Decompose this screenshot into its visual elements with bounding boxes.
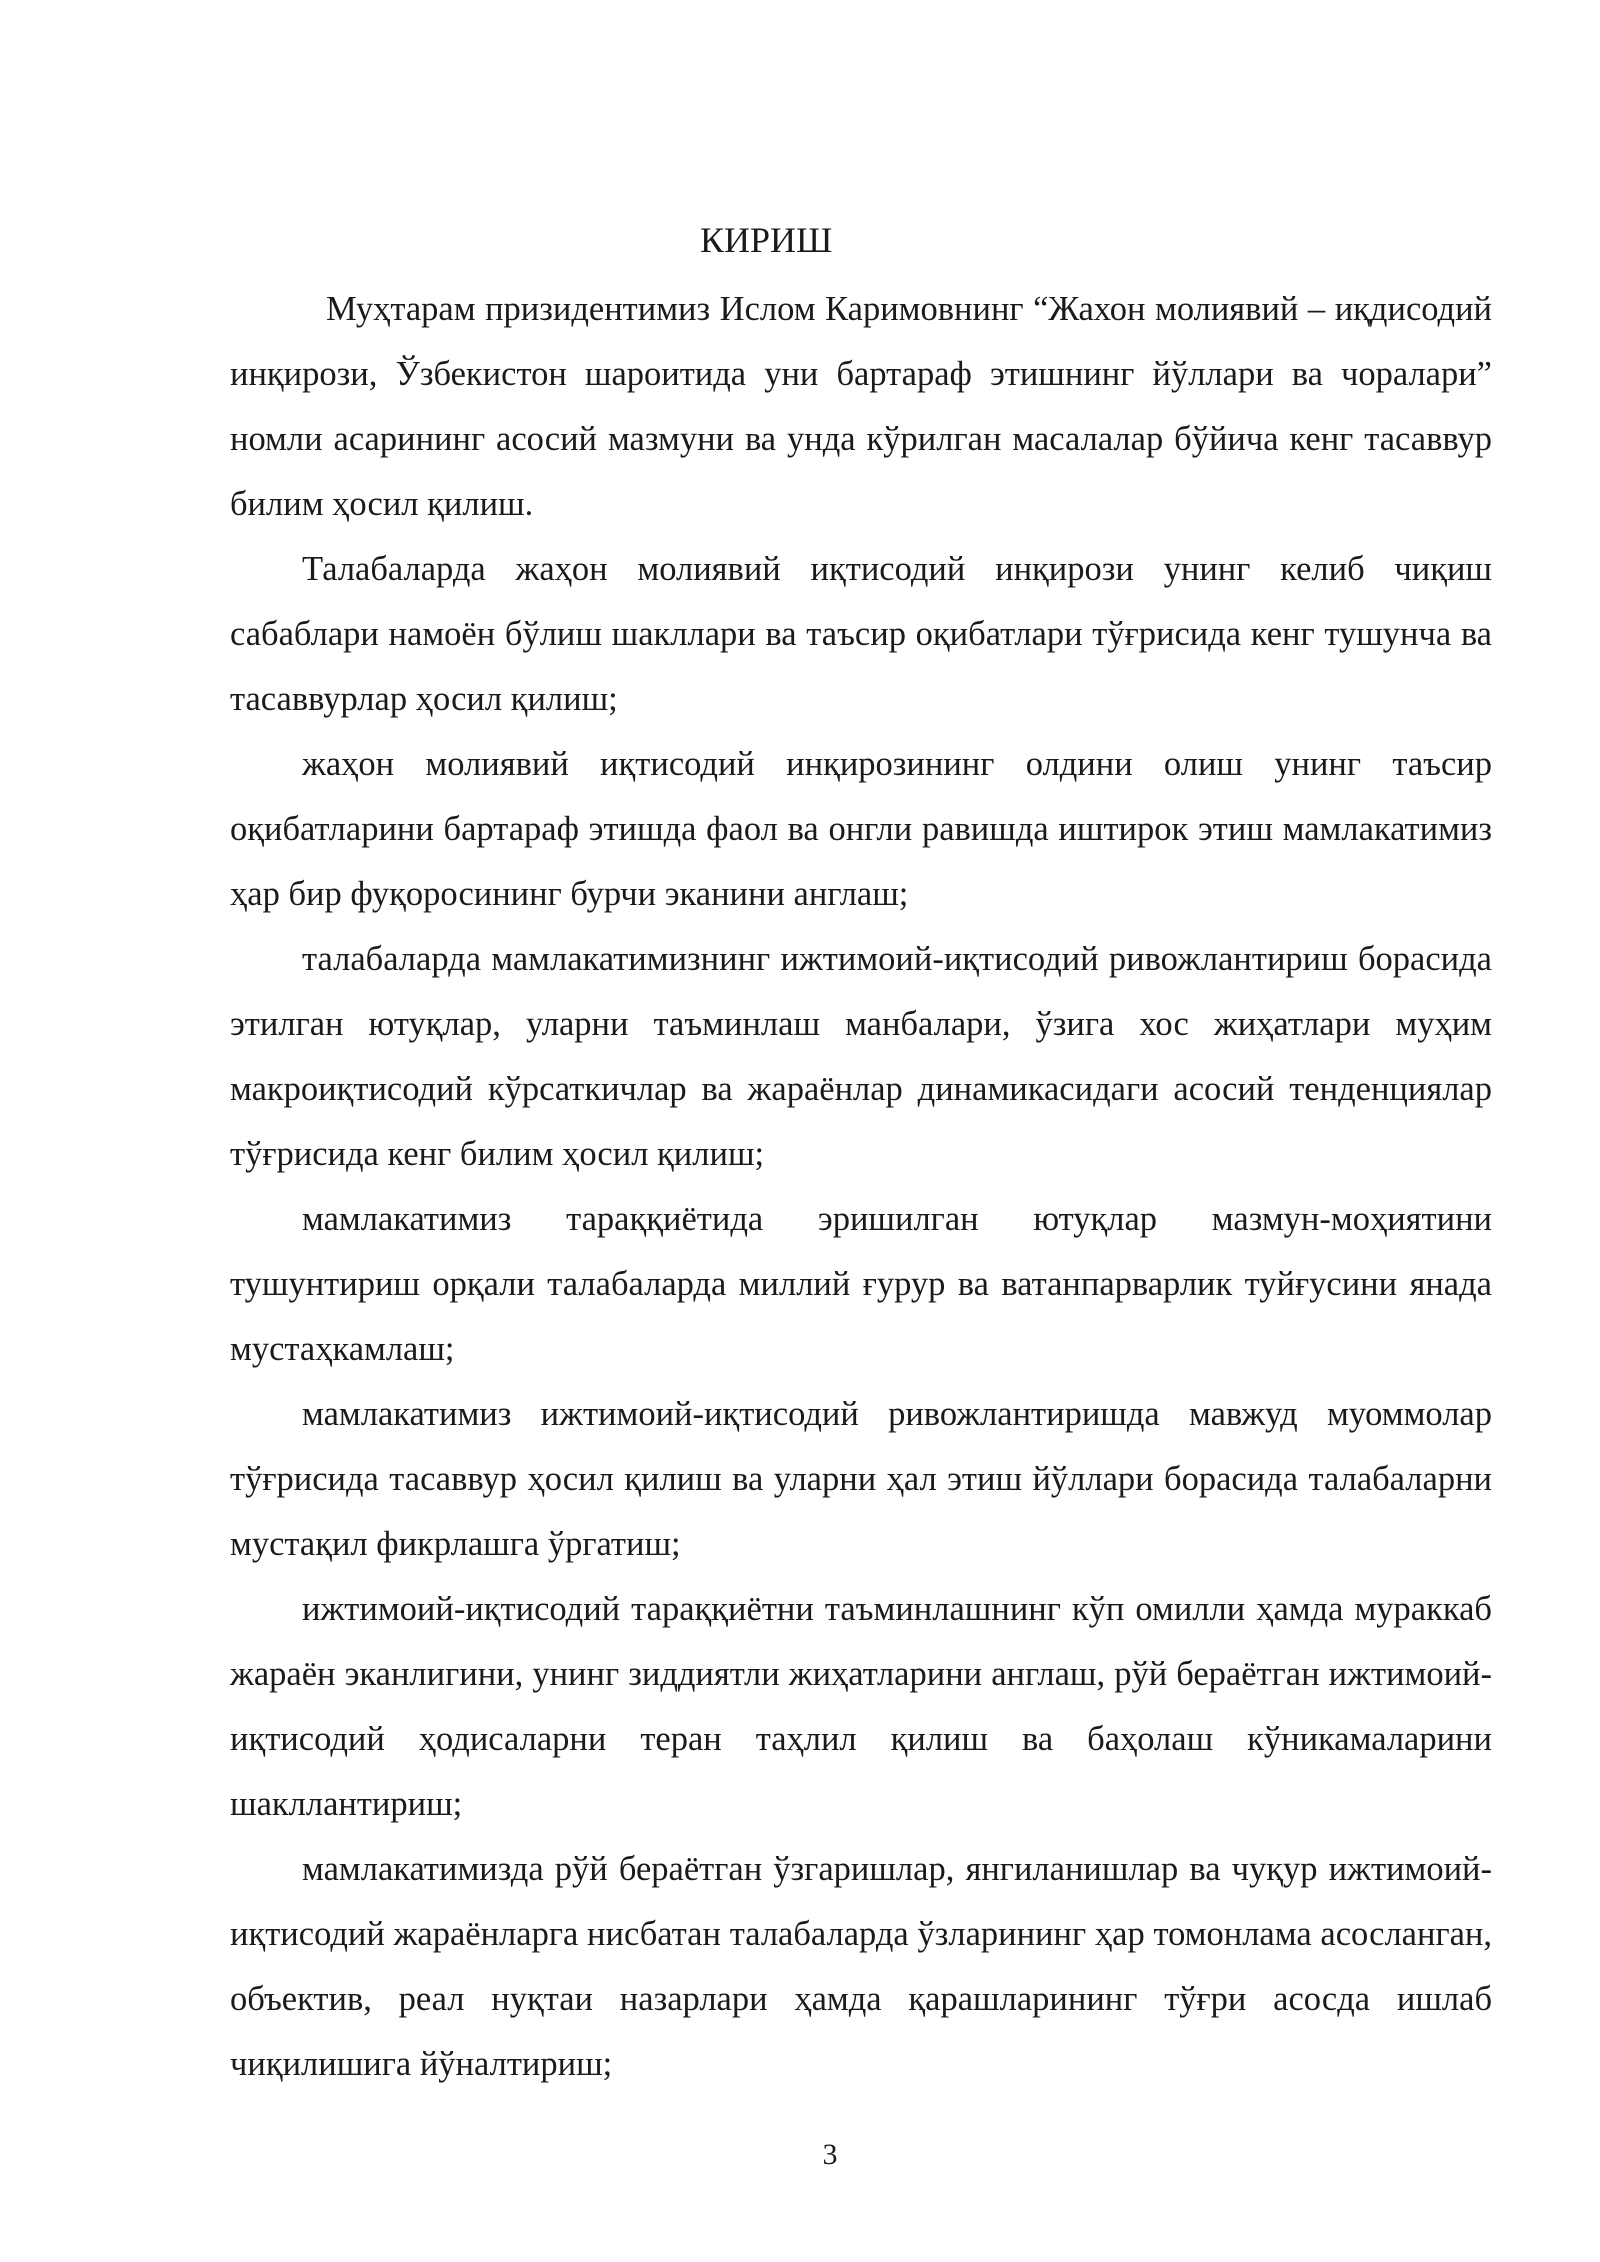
document-page [230,215,1492,2097]
paragraph: Талабаларда жаҳон молиявий иқтисодий инқирози унинг келиб чиқиш сабаблари намоён бўлиш шакллари ва таъсир оқибатлари тўғрисида кенг тушунча ва тасаввурлар ҳосил қилиш; [230,550,1492,718]
paragraph: талабаларда мамлакатимизнинг ижтимоий-иқтисодий ривожлантириш борасида этилган ютуқлар, уларни таъминлаш манбалари, ўзига хос жиҳатлари муҳим макроиқтисодий кўрсаткичлар ва жараёнлар динамикасидаги асосий тенденциялар тўғрисида кенг билим ҳосил қилиш; [230,940,1492,1173]
paragraph: мамлакатимиз тараққиётида эришилган ютуқлар мазмун-моҳиятини тушунтириш орқали талабаларда миллий ғурур ва ватанпарварлик туйғусини янада мустаҳкамлаш; [230,1200,1492,1368]
paragraph: мамлакатимизда рўй бераётган ўзгаришлар, янгиланишлар ва чуқур ижтимоий-иқтисодий жараёнларга нисбатан талабаларда ўзларининг ҳар томонлама асосланган, объектив, реал нуқтаи назарлари ҳамда қарашларининг тўғри асосда ишлаб чиқилишига йўналтириш; [230,1850,1492,2083]
paragraph: ижтимоий-иқтисодий тараққиётни таъминлашнинг кўп омилли ҳамда мураккаб жараён эканлигини, унинг зиддиятли жиҳатларини англаш, рўй бераётган ижтимоий-иқтисодий ҳодисаларни теран таҳлил қилиш ва баҳолаш кўникамаларини шакллантириш; [230,1590,1492,1823]
paragraph: мамлакатимиз ижтимоий-иқтисодий ривожлантиришда мавжуд муоммолар тўғрисида тасаввур ҳосил қилиш ва уларни ҳал этиш йўллари борасида талабаларни мустақил фикрлашга ўргатиш; [230,1395,1492,1563]
paragraph-intro: Муҳтарам призидентимиз Ислом Каримовнинг “Жахон молиявий – иқдисодий инқирози, Ўзбекистон шароитида уни бартараф этишнинг йўллари ва чоралари” номли асарининг асосий мазмуни ва унда кўрилган масалалар бўйича кенг тасаввур билим ҳосил қилиш. [230,290,1492,523]
paragraph: жаҳон молиявий иқтисодий инқирозининг олдини олиш унинг таъсир оқибатларини бартараф этишда фаол ва онгли равишда иштирок этиш мамлакатимиз ҳар бир фуқоросининг бурчи эканини англаш; [230,745,1492,913]
page-title: КИРИШ [700,220,833,260]
page-number: 3 [822,2138,838,2171]
